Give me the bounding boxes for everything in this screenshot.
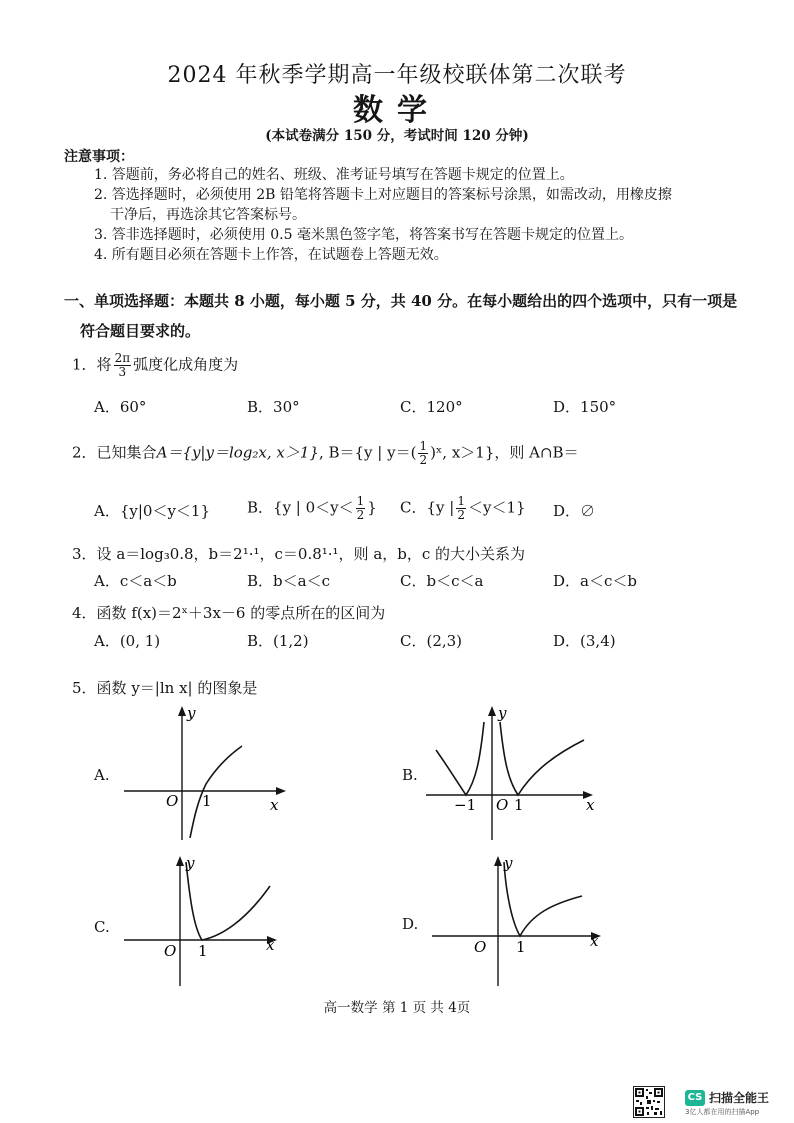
graph-d	[418, 850, 618, 994]
tick-label: 1	[516, 938, 526, 956]
axis-y-label: y	[186, 854, 195, 872]
option-c: C．(2,3)	[400, 632, 463, 650]
origin-label: O	[164, 942, 177, 960]
origin-label: O	[474, 938, 487, 956]
option-d: D．∅	[553, 502, 596, 520]
qr-code-icon	[633, 1086, 665, 1118]
fraction: $\frac{2\pi}{3}$	[114, 351, 131, 379]
graph-d-letter: D.	[402, 915, 419, 933]
notice-item: 3. 答非选择题时，必须使用 0.5 毫米黑色签字笔，将答案书写在答题卡规定的位置上。	[94, 227, 633, 243]
graph-c	[110, 850, 300, 994]
graph-b	[418, 700, 618, 854]
option-b: B．b＜a＜c	[247, 572, 330, 590]
option-d: D．(3,4)	[553, 632, 616, 650]
notice-item: 1. 答题前，务必将自己的姓名、班级、准考证号填写在答题卡规定的位置上。	[94, 167, 574, 183]
exam-note: (本试卷满分 150 分，考试时间 120 分钟)	[265, 128, 529, 144]
notice-heading: 注意事项：	[64, 149, 134, 165]
axis-x-label: x	[586, 796, 595, 814]
exam-subject: 数学	[353, 93, 441, 128]
option-d: D．150°	[553, 398, 617, 416]
option-a: A．(0, 1)	[94, 632, 161, 650]
question-3: 3．设 a＝log₃0.8，b＝2¹·¹，c＝0.8¹·¹，则 a，b，c 的大小关系为	[72, 545, 526, 563]
fraction: $\frac{1}{2}$	[419, 439, 428, 467]
camscanner-logo: CS	[685, 1090, 705, 1106]
option-b: B．(1,2)	[247, 632, 309, 650]
notice-item: 4. 所有题目必须在答题卡上作答，在试题卷上答题无效。	[94, 247, 448, 263]
axis-x-label: x	[590, 932, 599, 950]
axis-x-label: x	[270, 796, 279, 814]
origin-label: O	[496, 796, 509, 814]
question-number: 1．	[72, 355, 97, 374]
option-a: A．{y|0＜y＜1}	[94, 502, 211, 520]
camscanner-tagline: 3亿人都在用的扫描App	[685, 1108, 760, 1116]
tick-label: 1	[202, 792, 212, 810]
option-b: B．30°	[247, 398, 300, 416]
option-c: C．{y | $\frac{1}{2}$ ＜y＜1}	[400, 494, 526, 522]
option-d: D．a＜c＜b	[553, 572, 637, 590]
section-heading: 一、单项选择题：本题共 8 小题，每小题 5 分，共 40 分。在每小题给出的四个选项中，只有一项是	[64, 292, 738, 310]
notice-item: 干净后，再选涂其它答案标号。	[110, 207, 306, 223]
page-footer: 高一数学 第 1 页 共 4页	[323, 1000, 471, 1016]
option-c: C．120°	[400, 398, 463, 416]
origin-label: O	[166, 792, 179, 810]
tick-label: −1	[454, 796, 477, 814]
axis-y-label: y	[498, 704, 507, 722]
tick-label: 1	[198, 942, 208, 960]
graph-c-letter: C.	[94, 918, 110, 936]
camscanner-name: 扫描全能王	[709, 1091, 770, 1105]
axis-x-label: x	[266, 936, 275, 954]
graph-a	[110, 700, 300, 854]
tick-label: 1	[514, 796, 524, 814]
axis-y-label: y	[504, 854, 513, 872]
option-c: C．b＜c＜a	[400, 572, 484, 590]
notice-item: 2. 答选择题时，必须使用 2B 铅笔将答题卡上对应题目的答案标号涂黑，如需改动，用橡皮擦	[94, 187, 672, 203]
exam-title: 2024 年秋季学期高一年级校联体第二次联考	[167, 63, 627, 88]
axis-y-label: y	[187, 704, 196, 722]
section-heading-cont: 符合题目要求的。	[80, 322, 201, 340]
option-a: A．60°	[94, 398, 147, 416]
question-1: 1．将 $\frac{2\pi}{3}$ 弧度化成角度为	[72, 351, 239, 379]
question-2: 2．已知集合A＝{y|y＝log₂x, x＞1}, B＝{y | y＝( $\frac{1}{2}$ )ˣ, x＞1}，则 A∩B＝	[72, 439, 579, 467]
question-number: 2．	[72, 443, 97, 462]
question-4: 4．函数 f(x)＝2ˣ＋3x－6 的零点所在的区间为	[72, 604, 386, 622]
graph-a-letter: A.	[94, 766, 110, 784]
option-a: A．c＜a＜b	[94, 572, 177, 590]
option-b: B．{y | 0＜y＜ $\frac{1}{2}$ }	[247, 494, 377, 522]
graph-b-letter: B.	[402, 766, 418, 784]
question-5: 5．函数 y＝|ln x| 的图象是	[72, 679, 258, 697]
